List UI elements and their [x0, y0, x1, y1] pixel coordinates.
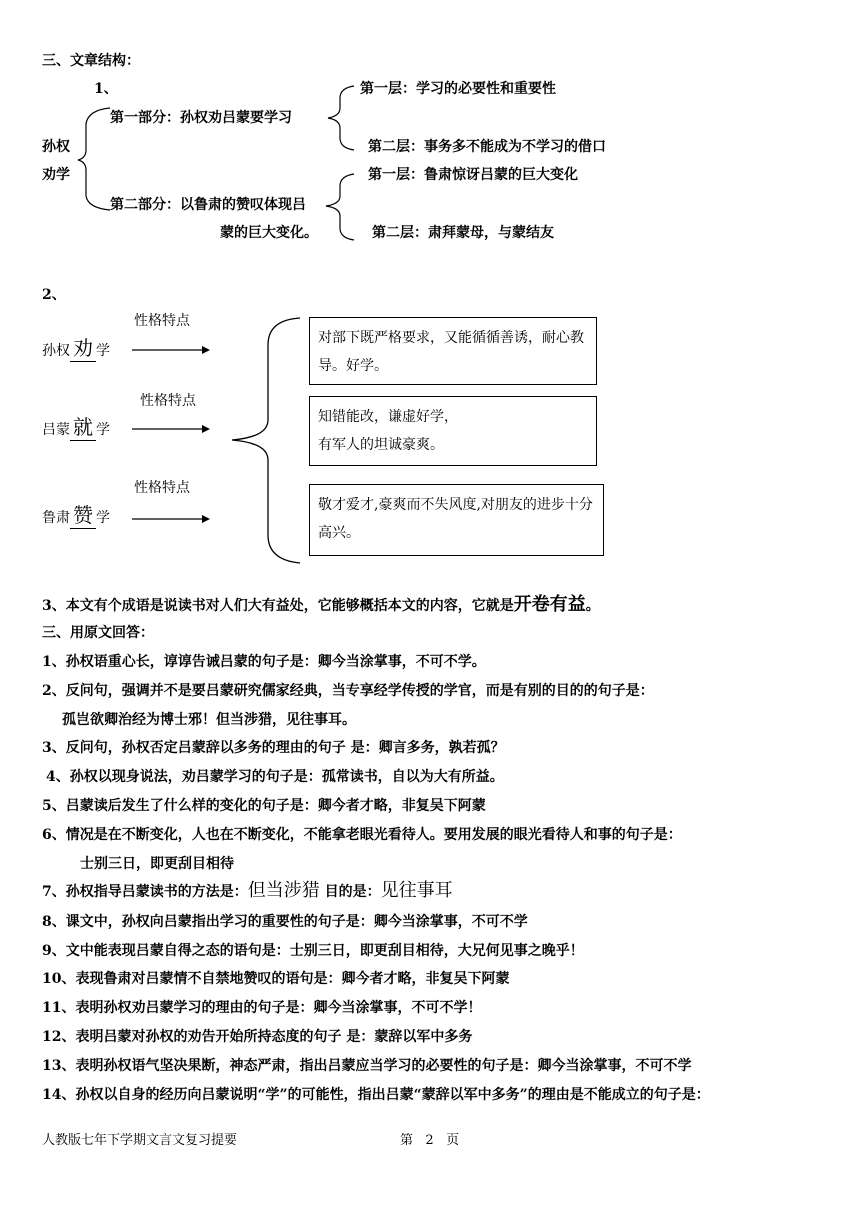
trait-box-1	[309, 317, 597, 385]
arrow-3	[132, 515, 210, 523]
qa-item-14: 14、孙权以自身的经历向吕蒙说明“学”的可能性，指出吕蒙“蒙辞以军中多务”的理由是不能成立的句子是：	[42, 1087, 710, 1103]
part2-brace	[326, 174, 354, 240]
character-verb: 劝	[73, 336, 93, 360]
qa-item-13: 13、表明孙权语气坚决果断，神态严肃，指出吕蒙应当学习的必要性的句子是：卿今当涂掌事，不可不学	[42, 1058, 692, 1074]
section-title-structure: 三、文章结构：	[42, 53, 140, 69]
trait-box-3	[309, 484, 604, 556]
qa-item-7	[42, 876, 453, 902]
trait-text-line1: 知错能改，谦虚好学，	[318, 409, 458, 425]
part1-brace	[328, 86, 354, 150]
trait-text: 对部下既严格要求，又能循循善诱，耐心教导。好学。	[318, 330, 584, 374]
character-suffix: 学	[96, 422, 110, 438]
section2-number: 2、	[42, 287, 66, 303]
trait-text-line2: 有军人的坦诚豪爽。	[318, 437, 444, 453]
footer-page-number: 2	[425, 1133, 434, 1148]
idiom-end: 。	[585, 598, 600, 614]
q7-method: 但当涉猎	[247, 880, 320, 901]
qa-item-12: 12、表明吕蒙对孙权的劝告开始所持态度的句子 是：蒙辞以军中多务	[42, 1029, 473, 1045]
footer-page	[400, 1129, 459, 1148]
structure-part2-layer1: 第一层：鲁肃惊讶吕蒙的巨大变化	[368, 167, 578, 183]
trait-label-2: 性格特点	[140, 393, 196, 409]
character-row-3	[42, 505, 110, 529]
footer-page-suffix: 页	[446, 1133, 460, 1148]
qa-item-11: 11、表明孙权劝吕蒙学习的理由的句子是：卿今当涂掌事，不可不学！	[42, 1000, 482, 1016]
trait-label-3: 性格特点	[134, 480, 190, 496]
qa-item-6: 6、情况是在不断变化，人也在不断变化，不能拿老眼光看待人。要用发展的眼光看待人和事的句子是：	[42, 827, 682, 843]
qa-item-10: 10、表现鲁肃对吕蒙情不自禁地赞叹的语句是：卿今者才略，非复吴下阿蒙	[42, 971, 510, 987]
qa-item-5: 5、吕蒙读后发生了什么样的变化的句子是：卿今者才略，非复吴下阿蒙	[42, 798, 486, 814]
qa-item-6-answer: 士别三日，即更刮目相待	[80, 856, 234, 872]
character-verb: 就	[73, 415, 93, 439]
character-name: 鲁肃	[42, 510, 70, 526]
character-verb: 赞	[73, 503, 93, 527]
character-verb-underline	[70, 505, 96, 529]
structure-part1-layer1: 第一层：学习的必要性和重要性	[360, 81, 556, 97]
character-name: 吕蒙	[42, 422, 70, 438]
idiom-answer: 开卷有益	[513, 594, 586, 615]
q7-prefix: 7、孙权指导吕蒙读书的方法是：	[42, 884, 248, 900]
arrow-2	[132, 425, 210, 433]
q7-goal: 见往事耳	[380, 880, 453, 901]
section-title-answers: 三、用原文回答：	[42, 625, 154, 641]
character-row-2	[42, 417, 110, 441]
trait-box-2	[309, 396, 597, 466]
structure-part2-layer2: 第二层：肃拜蒙母，与蒙结友	[372, 225, 554, 241]
qa-item-9: 9、文中能表现吕蒙自得之态的语句是：士别三日，即更刮目相待，大兄何见事之晚乎！	[42, 943, 584, 959]
qa-item-8: 8、课文中，孙权向吕蒙指出学习的重要性的句子是：卿今当涂掌事，不可不学	[42, 914, 528, 930]
character-suffix: 学	[96, 510, 110, 526]
character-name: 孙权	[42, 343, 70, 359]
structure-root-line2: 劝学	[42, 167, 70, 183]
footer-title: 人教版七年下学期文言文复习提要	[42, 1133, 238, 1148]
qa-item-2: 2、反问句，强调并不是要吕蒙研究儒家经典，当专享经学传授的学官，而是有别的目的的句子是：	[42, 683, 654, 699]
trait-label-1: 性格特点	[134, 313, 190, 329]
character-verb-underline	[70, 338, 96, 362]
structure-number: 1、	[94, 81, 118, 97]
structure-root-line1: 孙权	[42, 139, 70, 155]
idiom-line	[42, 590, 600, 616]
character-suffix: 学	[96, 343, 110, 359]
arrow-1	[132, 346, 210, 354]
qa-item-2-answer: 孤岂欲卿治经为博士邪！但当涉猎，见往事耳。	[62, 712, 356, 728]
qa-item-1: 1、孙权语重心长，谆谆告诫吕蒙的句子是：卿今当涂掌事，不可不学。	[42, 654, 486, 670]
idiom-question: 3、本文有个成语是说读书对人们大有益处，它能够概括本文的内容，它就是	[42, 598, 514, 614]
structure-part1: 第一部分：孙权劝吕蒙要学习	[110, 110, 292, 126]
character-brace	[232, 318, 300, 563]
structure-part1-layer2: 第二层：事务多不能成为不学习的借口	[368, 139, 606, 155]
root-brace	[78, 108, 110, 210]
character-verb-underline	[70, 417, 96, 441]
qa-item-4: 4、孙权以现身说法，劝吕蒙学习的句子是：孤常读书，自以为大有所益。	[46, 769, 504, 785]
structure-part2-line2: 蒙的巨大变化。	[220, 225, 318, 241]
footer-page-prefix: 第	[400, 1133, 414, 1148]
q7-mid: 目的是：	[319, 884, 381, 900]
trait-text: 敬才爱才,豪爽而不失风度,对朋友的进步十分高兴。	[318, 497, 593, 541]
qa-item-3: 3、反问句，孙权否定吕蒙辞以多务的理由的句子 是：卿言多务，孰若孤？	[42, 740, 505, 756]
character-row-1	[42, 338, 110, 362]
structure-part2-line1: 第二部分：以鲁肃的赞叹体现吕	[110, 197, 306, 213]
